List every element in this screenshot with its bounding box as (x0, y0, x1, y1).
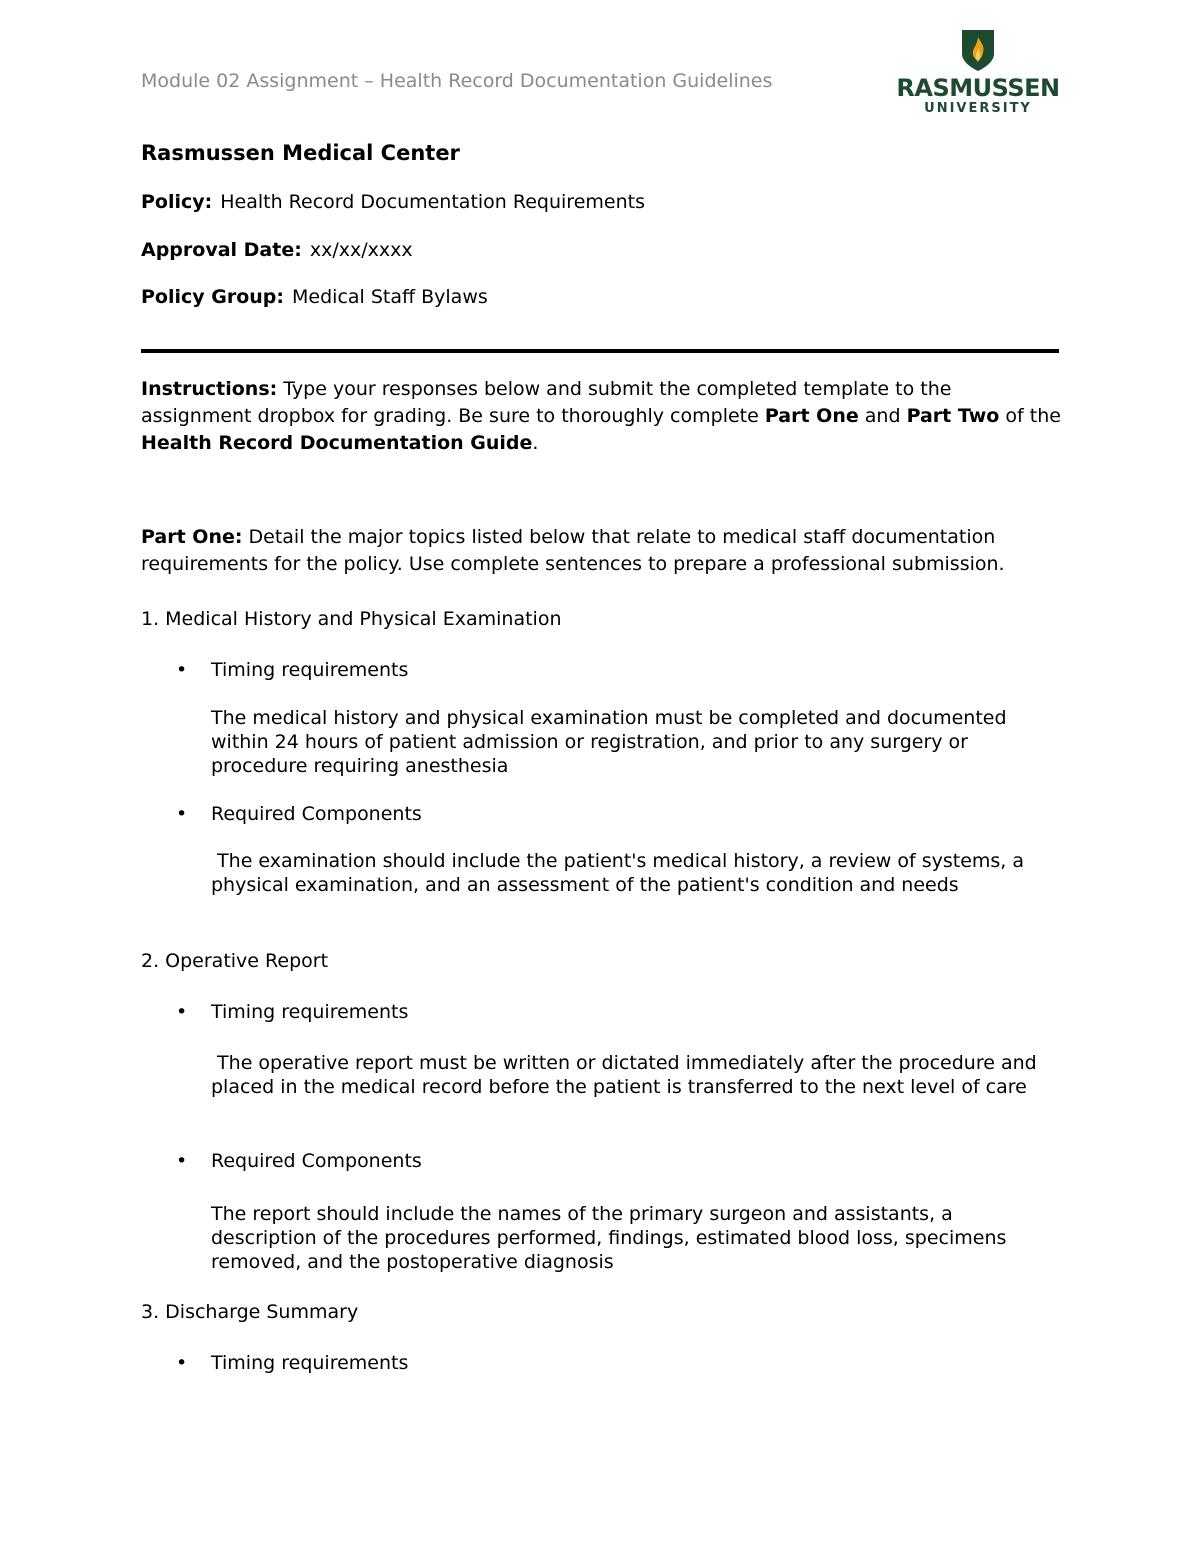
divider (141, 349, 1059, 353)
part-one-label: Part One: (141, 526, 243, 548)
logo-subtitle: UNIVERSITY (924, 101, 1032, 116)
instructions-and: and (858, 405, 907, 427)
rasmussen-logo (893, 28, 1063, 120)
instructions-guide-name: Health Record Documentation Guide (141, 432, 533, 454)
instructions-part-one: Part One (764, 405, 859, 427)
policy-value: Health Record Documentation Requirements (220, 191, 645, 213)
bullet: • (176, 659, 188, 681)
approval-value: xx/xx/xxxx (309, 239, 413, 261)
section-heading: 2. Operative Report (141, 950, 329, 972)
policy-group-line (141, 286, 488, 308)
instructions-period: . (532, 432, 539, 454)
part-one-intro (141, 524, 1061, 578)
section-heading: 3. Discharge Summary (141, 1301, 359, 1323)
instructions-label: Instructions: (141, 378, 278, 400)
policy-line (141, 191, 645, 213)
policy-group-value: Medical Staff Bylaws (292, 286, 488, 308)
bullet-label: Required Components (211, 1150, 422, 1172)
logo-wordmark: RASMUSSEN (896, 74, 1060, 102)
approval-line (141, 239, 413, 261)
answer-text: The report should include the names of the primary surgeon and assistants, a description of the procedures performed, findings, estimated blood loss, specimens removed, and the postoperative diagnosis (211, 1203, 1007, 1273)
answer-text: The examination should include the patient's medical history, a review of systems, a physical examination, and an assessment of the patient's condition and needs (211, 850, 1031, 896)
org-title: Rasmussen Medical Center (141, 141, 460, 165)
instructions-text: Type your responses below and submit the completed template to the assignment dropbox for grading. Be sure to thoroughly complete (141, 378, 952, 427)
shield-flame-icon (960, 28, 996, 72)
bullet: • (176, 803, 188, 825)
bullet-label: Required Components (211, 803, 422, 825)
policy-label: Policy: (141, 191, 213, 213)
bullet-label: Timing requirements (211, 1001, 409, 1023)
policy-group-label: Policy Group: (141, 286, 285, 308)
bullet-label: Timing requirements (211, 1352, 409, 1374)
approval-label: Approval Date: (141, 239, 302, 261)
instructions-of-the: of the (999, 405, 1061, 427)
header-title: Module 02 Assignment – Health Record Documentation Guidelines (141, 70, 773, 92)
instructions (141, 376, 1061, 457)
instructions-part-two: Part Two (906, 405, 1000, 427)
bullet: • (176, 1352, 188, 1374)
bullet-label: Timing requirements (211, 659, 409, 681)
answer-text: The medical history and physical examination must be completed and documented within 24 hours of patient admission or registration, and prior to any surgery or procedure requiring anesthesia (211, 707, 1007, 777)
section-heading: 1. Medical History and Physical Examination (141, 608, 562, 630)
bullet: • (176, 1001, 188, 1023)
part-one-text: Detail the major topics listed below that relate to medical staff documentation requirements for the policy. Use complete sentences to prepare a professional submission. (141, 526, 1005, 575)
bullet: • (176, 1150, 188, 1172)
answer-text: The operative report must be written or dictated immediately after the procedure and placed in the medical record before the patient is transferred to the next level of care (211, 1052, 1043, 1098)
